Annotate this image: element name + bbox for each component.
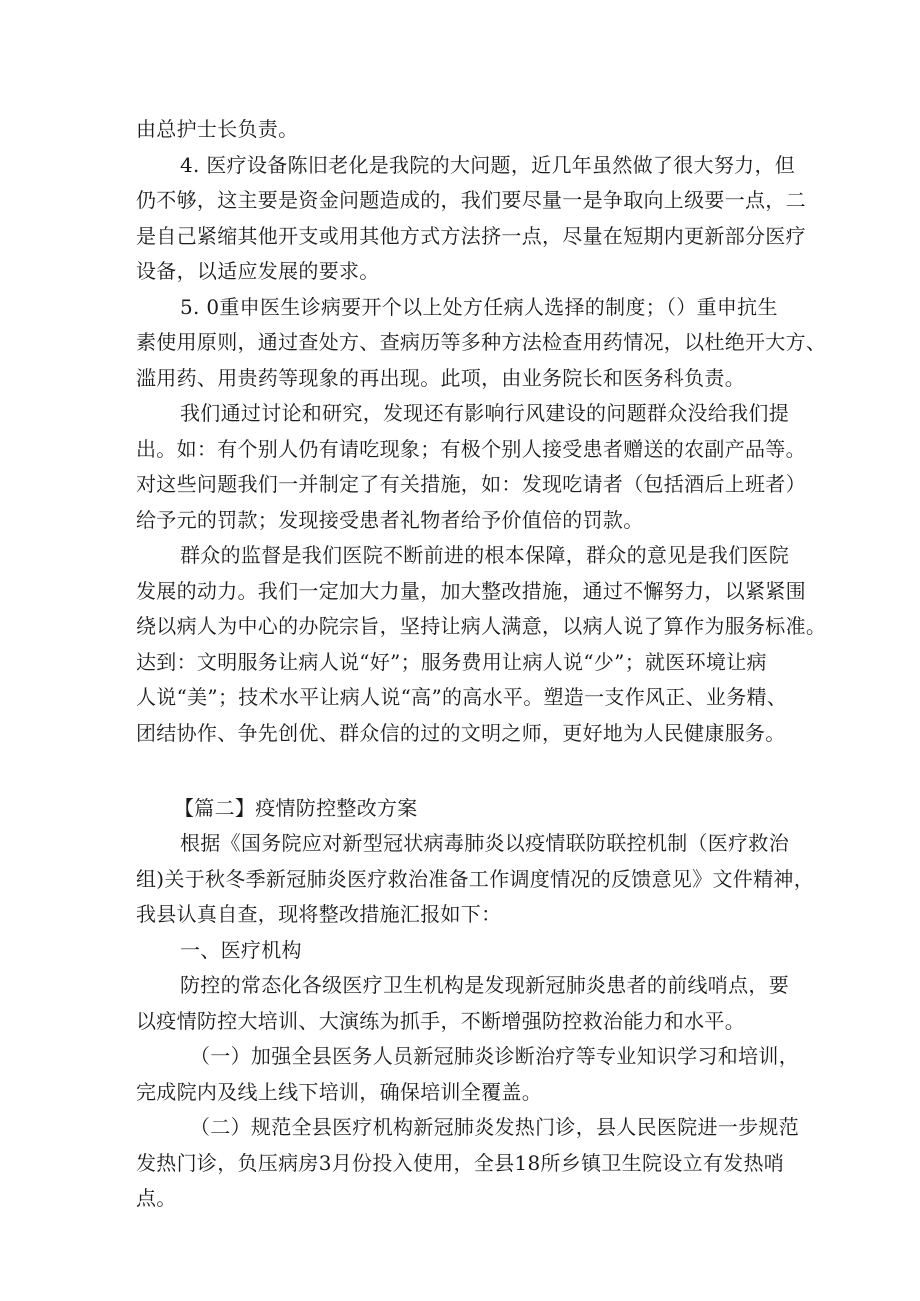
- text-line: （二）规范全县医疗机构新冠肺炎发热门诊，县人民医院进一步规范: [190, 1115, 799, 1139]
- text-line: 滥用药、用贵药等现象的再出现。此项，由业务院长和医务科负责。: [136, 366, 745, 390]
- text-line: 设备，以适应发展的要求。: [136, 259, 380, 283]
- text-line: 组)关于秋冬季新冠肺炎医疗救治准备工作调度情况的反馈意见》文件精神，: [136, 867, 815, 891]
- text-line: 发展的动力。我们一定加大力量，加大整改措施，通过不懈努力，以紧紧围: [136, 579, 806, 603]
- text-line: 以疫情防控大培训、大演练为抓手，不断增强防控救治能力和水平。: [136, 1009, 745, 1033]
- text-line: 是自己紧缩其他开支或用其他方式方法挤一点，尽量在短期内更新部分医疗: [136, 224, 806, 248]
- text-line: 人说“美”；技术水平让病人说“高”的高水平。塑造一支作风正、业务精、: [136, 685, 788, 709]
- text-line: 出。如：有个别人仍有请吃现象；有极个别人接受患者赠送的农副产品等。: [136, 437, 806, 461]
- text-line: 点。: [136, 1186, 177, 1210]
- text-line: 绕以病人为中心的办院宗旨，坚持让病人满意，以病人说了算作为服务标准。: [136, 614, 827, 638]
- subsection-heading: 一、医疗机构: [180, 938, 302, 962]
- text-line: 发热门诊，负压病房3月份投入使用，全县18所乡镇卫生院设立有发热哨: [136, 1151, 785, 1175]
- text-line: 防控的常态化各级医疗卫生机构是发现新冠肺炎患者的前线哨点，要: [180, 973, 789, 997]
- text-line: 仍不够，这主要是资金问题造成的，我们要尽量一是争取向上级要一点，二: [136, 188, 806, 212]
- text-line: 对这些问题我们一并制定了有关措施，如：发现吃请者（包括酒后上班者）: [136, 472, 806, 496]
- text-line: 5. 0重申医生诊病要开个以上处方任病人选择的制度；（）重申抗生: [180, 295, 778, 319]
- text-line: 团结协作、争先创优、群众信的过的文明之师，更好地为人民健康服务。: [136, 721, 786, 745]
- text-line: （一）加强全县医务人员新冠肺炎诊断治疗等专业知识学习和培训，: [190, 1044, 799, 1068]
- text-line: 给予元的罚款；发现接受患者礼物者给予价值倍的罚款。: [136, 508, 644, 532]
- text-line: 我们通过讨论和研究，发现还有影响行风建设的问题群众没给我们提: [180, 401, 789, 425]
- text-line: 完成院内及线上线下培训，确保培训全覆盖。: [136, 1080, 542, 1104]
- text-line: 根据《国务院应对新型冠状病毒肺炎以疫情联防联控机制（医疗救治: [180, 831, 789, 855]
- text-line: 群众的监督是我们医院不断前进的根本保障，群众的意见是我们医院: [180, 543, 789, 567]
- text-line: 达到：文明服务让病人说“好”；服务费用让病人说“少”；就医环境让病: [136, 650, 767, 674]
- section-heading: 【篇二】疫情防控整改方案: [174, 796, 418, 820]
- text-line: 4. 医疗设备陈旧老化是我院的大问题，近几年虽然做了很大努力，但: [180, 153, 796, 177]
- text-line: 我县认真自查，现将整改措施汇报如下：: [136, 902, 502, 926]
- text-line: 由总护士长负责。: [136, 117, 299, 141]
- text-line: 素使用原则，通过查处方、查病历等多种方法检查用药情况，以杜绝开大方、: [136, 330, 827, 354]
